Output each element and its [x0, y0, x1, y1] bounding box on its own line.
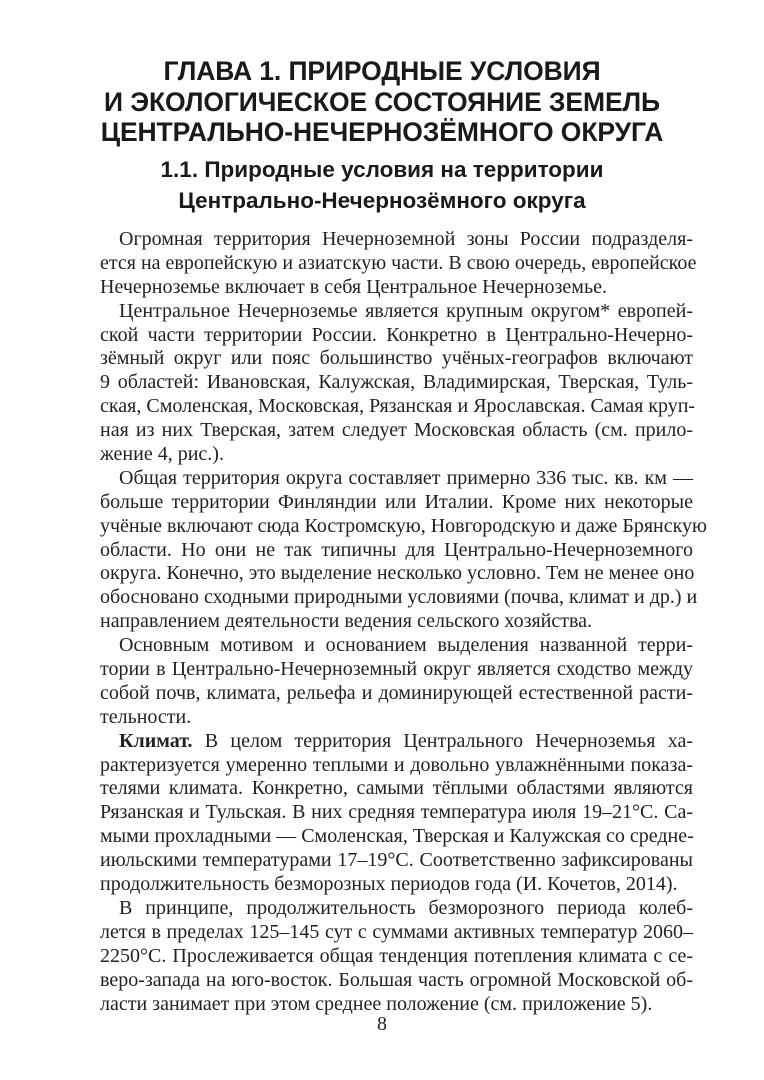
text-line: Общая территория округа составляет примерно 336 тыс. кв. км —: [119, 466, 693, 489]
text-line: тельности.: [100, 705, 192, 728]
text-line: ласти занимает при этом среднее положение (см. приложение 5).: [100, 992, 653, 1015]
text-line: округа. Конечно, это выделение несколько условно. Тем не менее оно: [100, 562, 695, 585]
text-line: веро-запада на юго-восток. Большая часть огромной Московской об-: [100, 968, 693, 991]
text-line: обосновано сходными природными условиями (почва, климат и др.) и: [100, 586, 698, 609]
text-line: собой почв, климата, рельефа и доминирующей естественной расти-: [100, 681, 693, 704]
text-line: телями климата. Конкретно, самыми тёплыми областями являются: [100, 777, 693, 800]
section-title-line: 1.1. Природные условия на территории: [160, 157, 604, 182]
body-text: [100, 228, 707, 1016]
chapter-title-line: И ЭКОЛОГИЧЕСКОЕ СОСТОЯНИЕ ЗЕМЕЛЬ: [103, 86, 661, 117]
text-line: Центральное Нечерноземье является крупным округом* европей-: [119, 299, 693, 322]
text-line: зёмный округ или пояс большинство учёных-географов включают: [100, 347, 693, 370]
paragraph: [100, 299, 696, 467]
chapter-title-line: ГЛАВА 1. ПРИРОДНЫЕ УСЛОВИЯ: [163, 56, 601, 86]
paragraph: [100, 634, 693, 730]
chapter-title: [80, 56, 684, 148]
paragraph: [100, 228, 697, 300]
section-title: [80, 154, 684, 216]
chapter-title-line: ЦЕНТРАЛЬНО-НЕЧЕРНОЗЁМНОГО ОКРУГА: [100, 117, 664, 147]
text-line: направлением деятельности ведения сельского хозяйства.: [100, 610, 593, 633]
text-line: рактеризуется умеренно теплыми и довольно увлажнёнными показа-: [100, 753, 693, 776]
text-line: ется на европейскую и азиатскую части. В свою очередь, европейское: [100, 251, 697, 274]
paragraph-lead: Климат.: [119, 729, 193, 752]
paragraph: [100, 730, 693, 897]
page-number: 8: [377, 1013, 387, 1035]
text-line: учёные включают сюда Костромскую, Новгородскую и даже Брянскую: [100, 514, 707, 537]
text-line: 2250°С. Прослеживается общая тенденция потепления климата с се-: [100, 944, 693, 967]
text-line: 9 областей: Ивановская, Калужская, Владимирская, Тверская, Туль-: [100, 371, 693, 394]
text-line: Рязанская и Тульская. В них средняя температура июля 19–21°С. Са-: [100, 801, 693, 824]
text-line: больше территории Финляндии или Италии. Кроме них некоторые: [100, 490, 693, 513]
text-line: Основным мотивом и основанием выделения названной терри-: [119, 634, 693, 657]
paragraph: [100, 466, 707, 634]
paragraph: [100, 897, 693, 1016]
text-line: продолжительность безморозных периодов года (И. Кочетов, 2014).: [100, 873, 678, 896]
text-fragment: В целом территория Центрального Нечерноземья ха-: [192, 729, 693, 752]
section-title-line: Центрально-Нечернозёмного округа: [178, 188, 586, 213]
text-line: тории в Центрально-Нечерноземный округ является сходство между: [100, 658, 693, 681]
text-line: Огромная территория Нечерноземной зоны России подразделя-: [119, 228, 693, 250]
text-line: области. Но они не так типичны для Центрально-Нечерноземного: [100, 538, 693, 561]
text-line: жение 4, рис.).: [100, 443, 224, 466]
text-line: лется в пределах 125–145 сут с суммами активных температур 2060–: [100, 920, 693, 943]
text-line: ская, Смоленская, Московская, Рязанская и Ярославская. Самая круп-: [100, 395, 696, 418]
text-line: ная из них Тверская, затем следует Московская область (см. прило-: [100, 419, 693, 442]
text-line: июльскими температурами 17–19°С. Соответственно зафиксированы: [100, 849, 693, 872]
text-line: Нечерноземье включает в себя Центральное Нечерноземье.: [100, 275, 607, 298]
text-line: [100, 730, 693, 754]
text-line: ской части территории России. Конкретно в Центрально-Нечерно-: [100, 323, 693, 346]
text-line: В принципе, продолжительность безморозного периода колеб-: [119, 896, 693, 919]
text-line: мыми прохладными — Смоленская, Тверская и Калужская со средне-: [100, 825, 694, 848]
